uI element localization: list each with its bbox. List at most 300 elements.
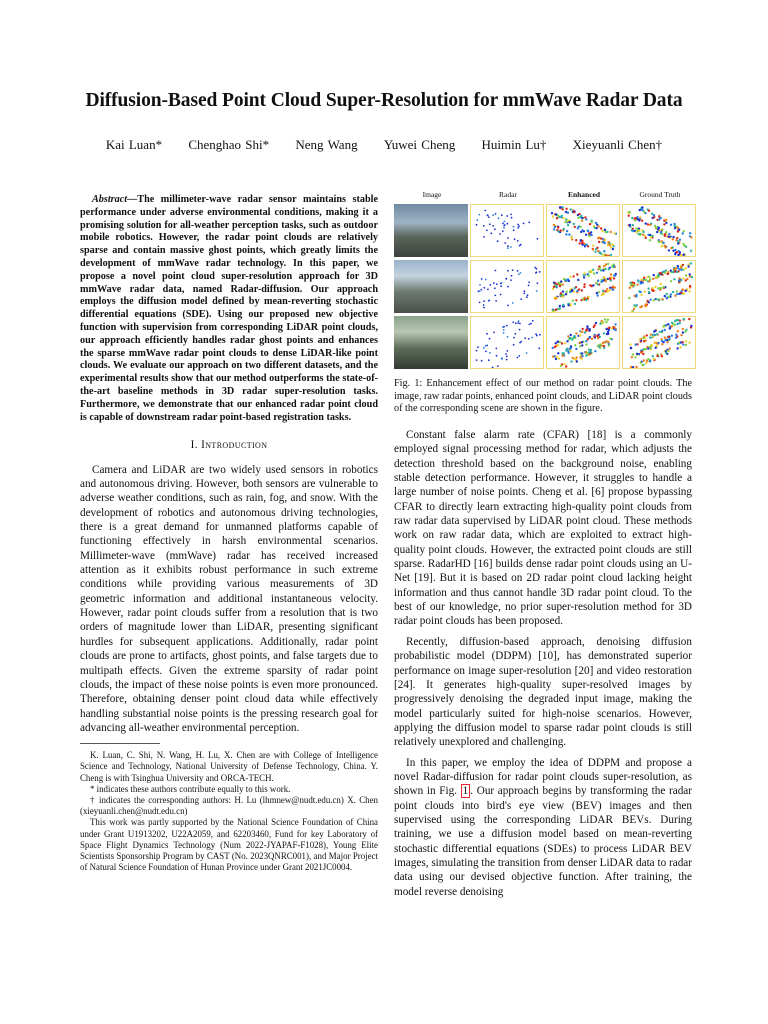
point-mark	[610, 231, 612, 233]
point-mark	[553, 286, 555, 288]
point-mark	[578, 288, 580, 290]
point-mark	[581, 331, 583, 333]
point-mark	[489, 223, 491, 225]
point-mark	[642, 353, 644, 355]
point-mark	[585, 329, 587, 331]
point-mark	[574, 303, 576, 305]
point-mark	[632, 353, 634, 355]
point-mark	[490, 232, 492, 234]
point-mark	[609, 289, 611, 291]
point-mark	[646, 300, 648, 302]
point-mark	[604, 318, 606, 320]
point-mark	[676, 290, 678, 292]
enhanced-bev	[546, 204, 620, 257]
point-mark	[496, 355, 498, 357]
point-mark	[575, 239, 577, 241]
point-mark	[663, 325, 665, 327]
point-mark	[632, 230, 634, 232]
point-mark	[506, 215, 508, 217]
point-mark	[536, 268, 538, 270]
point-mark	[559, 341, 561, 343]
author: Neng Wang	[295, 137, 358, 152]
point-mark	[571, 289, 573, 291]
point-mark	[633, 308, 635, 310]
point-cloud-drawing	[623, 261, 696, 313]
point-mark	[653, 299, 655, 301]
point-mark	[483, 304, 485, 306]
enhanced-bev	[546, 316, 620, 369]
point-mark	[689, 273, 691, 275]
point-mark	[479, 290, 481, 292]
point-mark	[605, 263, 607, 265]
point-mark	[668, 236, 670, 238]
point-mark	[665, 352, 667, 354]
point-mark	[661, 340, 663, 342]
point-mark	[649, 224, 651, 226]
figure-caption: Fig. 1: Enhancement effect of our method on radar point clouds. The image, raw radar points, enhanced point clouds, and LiDAR point clouds of the corresponding scene are shown in the figure.	[394, 378, 692, 415]
point-mark	[560, 365, 562, 367]
point-mark	[677, 254, 679, 256]
point-mark	[567, 304, 569, 306]
point-mark	[668, 249, 670, 251]
point-mark	[687, 265, 689, 267]
point-mark	[683, 230, 685, 232]
point-mark	[483, 287, 485, 289]
point-mark	[560, 206, 562, 208]
point-mark	[677, 240, 679, 242]
point-mark	[607, 263, 609, 265]
point-mark	[503, 326, 505, 328]
point-mark	[600, 237, 602, 239]
point-mark	[588, 330, 590, 332]
point-mark	[629, 287, 631, 289]
point-mark	[652, 287, 654, 289]
point-mark	[644, 348, 646, 350]
point-mark	[660, 287, 662, 289]
point-mark	[553, 282, 555, 284]
point-mark	[574, 226, 576, 228]
point-mark	[611, 327, 613, 329]
point-mark	[536, 271, 538, 273]
point-mark	[557, 352, 559, 354]
point-mark	[590, 349, 592, 351]
point-mark	[495, 300, 497, 302]
point-mark	[573, 223, 575, 225]
point-mark	[567, 350, 569, 352]
point-mark	[583, 297, 585, 299]
point-mark	[518, 320, 520, 322]
point-mark	[582, 328, 584, 330]
point-mark	[658, 227, 660, 229]
point-mark	[602, 254, 604, 256]
point-mark	[614, 232, 616, 234]
point-mark	[611, 265, 613, 267]
point-mark	[609, 287, 611, 289]
point-mark	[517, 224, 519, 226]
point-mark	[665, 231, 667, 233]
point-mark	[502, 223, 504, 225]
point-mark	[538, 347, 540, 349]
point-mark	[600, 253, 602, 255]
point-mark	[575, 299, 577, 301]
point-mark	[570, 345, 572, 347]
point-mark	[642, 364, 644, 366]
point-mark	[610, 276, 612, 278]
point-mark	[665, 222, 667, 224]
point-mark	[647, 287, 649, 289]
point-mark	[688, 318, 690, 320]
point-mark	[585, 234, 587, 236]
point-mark	[588, 275, 590, 277]
point-mark	[680, 254, 682, 256]
point-mark	[628, 297, 630, 299]
point-mark	[505, 353, 507, 355]
point-mark	[629, 224, 631, 226]
point-mark	[566, 348, 568, 350]
point-mark	[682, 331, 684, 333]
point-mark	[532, 320, 534, 322]
radar-bev	[470, 204, 544, 257]
point-mark	[593, 272, 595, 274]
point-mark	[597, 226, 599, 228]
point-mark	[501, 214, 503, 216]
point-mark	[678, 342, 680, 344]
column-header-ground-truth: Ground Truth	[639, 190, 681, 199]
point-mark	[672, 238, 674, 240]
point-mark	[664, 339, 666, 341]
point-mark	[604, 229, 606, 231]
point-mark	[652, 290, 654, 292]
point-mark	[608, 268, 610, 270]
point-mark	[601, 280, 603, 282]
point-mark	[679, 346, 681, 348]
point-mark	[502, 230, 504, 232]
footnote: This work was partly supported by the National Science Foundation of China under Grant U1913202, U22A2059, and 62203460, Fund for key Laboratory of Space Flight Dynamics Technology (Num 2022-JYAPAF-F1028), Young Elite Scientists Sponsorship Program by CAST (No. 2023QNRC001), and Major Project of Natural Science Foundation of Hunan Province under Grant 2021JC0004.	[80, 817, 378, 873]
point-mark	[517, 270, 519, 272]
point-mark	[660, 353, 662, 355]
point-mark	[631, 310, 633, 312]
point-mark	[553, 228, 555, 230]
point-mark	[492, 214, 494, 216]
point-mark	[504, 242, 506, 244]
point-mark	[503, 332, 505, 334]
point-mark	[646, 360, 648, 362]
point-mark	[571, 238, 573, 240]
point-mark	[671, 325, 673, 327]
point-mark	[561, 354, 563, 356]
point-mark	[683, 292, 685, 294]
intro-paragraph: Camera and LiDAR are two widely used sensors in robotics and autonomous driving. However, both sensors are vulnerable to adverse weather conditions, such as rain, fog, and snow. With the development of robotics and autonomous driving technologies, there is a great demand for unmanned platforms capable of functioning effectively in harsh environmental scenarios. Millimeter-wave (mmWave) radar has received increased attention as it exhibits robust performance in such extreme conditions while providing various measurements of 3D geometric information and additional instantaneous velocity. However, radar point clouds suffer from a resolution that is two orders of magnitude lower than LiDAR, presenting significant hurdles for subsequent applications. Additionally, radar point clouds are prone to artifacts, ghost points, and false targets due to multipath effects. Given the extreme sparsity of radar point clouds, the impact of these noise points is even more pronounced. Therefore, obtaining denser point cloud data while effectively handling substantial noise points is the pressing research goal for advancing all-weather environmental perception.	[80, 463, 378, 734]
body-paragraph	[394, 756, 692, 899]
point-mark	[679, 293, 681, 295]
abstract	[80, 194, 378, 424]
point-cloud-drawing	[623, 317, 696, 369]
point-mark	[559, 229, 561, 231]
point-mark	[676, 251, 678, 253]
point-mark	[585, 354, 587, 356]
point-mark	[669, 347, 671, 349]
point-mark	[679, 322, 681, 324]
point-mark	[539, 271, 541, 273]
point-mark	[614, 323, 616, 325]
point-mark	[506, 356, 508, 358]
point-mark	[500, 294, 502, 296]
point-mark	[600, 269, 602, 271]
point-mark	[510, 246, 512, 248]
point-mark	[653, 214, 655, 216]
point-mark	[640, 362, 642, 364]
point-mark	[638, 230, 640, 232]
point-mark	[629, 211, 631, 213]
point-mark	[552, 310, 554, 312]
point-mark	[569, 276, 571, 278]
point-mark	[570, 208, 572, 210]
point-mark	[601, 322, 603, 324]
point-mark	[652, 355, 654, 357]
point-mark	[558, 357, 560, 359]
point-mark	[677, 230, 679, 232]
point-cloud-drawing	[547, 205, 620, 257]
point-mark	[574, 335, 576, 337]
point-mark	[690, 236, 692, 238]
point-mark	[595, 322, 597, 324]
figure-reference-link[interactable]: 1	[462, 785, 469, 798]
point-mark	[639, 306, 641, 308]
point-mark	[672, 236, 674, 238]
point-mark	[514, 333, 516, 335]
point-mark	[664, 245, 666, 247]
point-cloud-drawing	[471, 261, 544, 313]
enhanced-bev	[546, 260, 620, 313]
text-run: In this paper, we employ the idea of DDPM and propose a novel Radar-diffusion for radar point clouds super-resolution, as shown in Fig.	[394, 756, 692, 798]
point-mark	[596, 294, 598, 296]
author: Kai Luan*	[105, 137, 163, 152]
point-mark	[575, 348, 577, 350]
point-mark	[520, 244, 522, 246]
point-mark	[656, 231, 658, 233]
point-mark	[512, 321, 514, 323]
point-mark	[587, 338, 589, 340]
point-mark	[635, 366, 637, 368]
point-mark	[658, 240, 660, 242]
point-mark	[642, 337, 644, 339]
point-mark	[664, 336, 666, 338]
author: Xieyuanli Chen†	[572, 137, 663, 152]
footnotes	[80, 750, 378, 873]
point-mark	[682, 277, 684, 279]
point-mark	[557, 230, 559, 232]
point-mark	[495, 213, 497, 215]
point-mark	[649, 234, 651, 236]
point-mark	[638, 219, 640, 221]
point-mark	[597, 237, 599, 239]
point-mark	[607, 331, 609, 333]
point-mark	[686, 278, 688, 280]
point-mark	[682, 264, 684, 266]
right-column	[394, 428, 692, 905]
point-mark	[566, 340, 568, 342]
point-cloud-drawing	[547, 261, 620, 313]
point-mark	[503, 329, 505, 331]
point-mark	[612, 289, 614, 291]
point-mark	[496, 283, 498, 285]
point-mark	[536, 335, 538, 337]
point-mark	[609, 244, 611, 246]
point-mark	[673, 223, 675, 225]
point-mark	[610, 246, 612, 248]
point-cloud-drawing	[547, 317, 620, 369]
point-mark	[682, 288, 684, 290]
point-mark	[685, 329, 687, 331]
point-mark	[581, 229, 583, 231]
point-mark	[483, 236, 485, 238]
point-mark	[594, 324, 596, 326]
text-run: . Our approach begins by transforming the radar point clouds into bird's eye view (BEV) images and then supervised using the corresponding LiDAR BEVs. During training, we use a diffusion model based on mean-reverting stochastic differential equations (SDEs) to process LiDAR BEV images, simulating the transition from denser LiDAR data to radar data using our devised objective function. After training, the model reverse denoising	[394, 785, 693, 898]
point-mark	[554, 298, 556, 300]
point-mark	[562, 304, 564, 306]
point-mark	[555, 356, 557, 358]
point-mark	[527, 294, 529, 296]
point-mark	[676, 237, 678, 239]
point-mark	[562, 290, 564, 292]
point-mark	[663, 220, 665, 222]
point-mark	[581, 341, 583, 343]
point-mark	[677, 319, 679, 321]
point-mark	[634, 305, 636, 307]
point-mark	[560, 280, 562, 282]
point-mark	[559, 307, 561, 309]
point-mark	[659, 331, 661, 333]
point-mark	[666, 297, 668, 299]
point-mark	[586, 244, 588, 246]
point-mark	[505, 278, 507, 280]
point-mark	[597, 283, 599, 285]
point-mark	[554, 346, 556, 348]
point-mark	[661, 330, 663, 332]
point-mark	[597, 280, 599, 282]
point-mark	[512, 302, 514, 304]
point-mark	[689, 285, 691, 287]
point-mark	[501, 282, 503, 284]
point-mark	[656, 227, 658, 229]
point-mark	[641, 220, 643, 222]
point-mark	[664, 329, 666, 331]
point-mark	[511, 275, 513, 277]
point-mark	[632, 285, 634, 287]
point-mark	[655, 298, 657, 300]
point-mark	[637, 233, 639, 235]
point-mark	[526, 296, 528, 298]
point-mark	[661, 228, 663, 230]
point-mark	[685, 267, 687, 269]
column-header-image: Image	[422, 190, 442, 199]
point-mark	[667, 273, 669, 275]
point-mark	[562, 294, 564, 296]
point-mark	[674, 320, 676, 322]
point-mark	[668, 336, 670, 338]
point-mark	[581, 220, 583, 222]
point-mark	[476, 224, 478, 226]
point-mark	[677, 265, 679, 267]
point-mark	[649, 299, 651, 301]
point-mark	[647, 223, 649, 225]
radar-bev	[470, 316, 544, 369]
point-mark	[511, 217, 513, 219]
point-mark	[592, 244, 594, 246]
point-mark	[611, 286, 613, 288]
point-mark	[493, 332, 495, 334]
point-mark	[557, 215, 559, 217]
point-mark	[671, 322, 673, 324]
point-mark	[602, 269, 604, 271]
point-mark	[678, 277, 680, 279]
figure-column-headers	[394, 190, 700, 202]
point-mark	[528, 338, 530, 340]
point-mark	[572, 275, 574, 277]
point-mark	[597, 250, 599, 252]
point-mark	[634, 356, 636, 358]
point-mark	[486, 333, 488, 335]
point-mark	[518, 273, 520, 275]
point-mark	[579, 334, 581, 336]
point-mark	[596, 247, 598, 249]
point-mark	[683, 318, 685, 320]
point-mark	[483, 307, 485, 309]
point-mark	[539, 334, 541, 336]
point-mark	[564, 221, 566, 223]
point-mark	[639, 291, 641, 293]
point-mark	[586, 352, 588, 354]
point-mark	[649, 360, 651, 362]
point-mark	[679, 251, 681, 253]
point-mark	[503, 225, 505, 227]
point-mark	[579, 356, 581, 358]
point-mark	[561, 215, 563, 217]
point-mark	[648, 276, 650, 278]
point-mark	[587, 296, 589, 298]
author-list	[0, 137, 768, 153]
point-mark	[680, 334, 682, 336]
radar-bev	[470, 260, 544, 313]
point-mark	[507, 245, 509, 247]
point-mark	[651, 235, 653, 237]
point-mark	[614, 329, 616, 331]
point-mark	[648, 291, 650, 293]
point-mark	[602, 290, 604, 292]
point-mark	[679, 239, 681, 241]
point-mark	[668, 233, 670, 235]
point-mark	[594, 251, 596, 253]
point-mark	[604, 239, 606, 241]
point-mark	[632, 228, 634, 230]
point-mark	[603, 250, 605, 252]
point-mark	[556, 286, 558, 288]
point-mark	[589, 223, 591, 225]
point-mark	[487, 289, 489, 291]
point-mark	[488, 359, 490, 361]
point-mark	[568, 233, 570, 235]
point-mark	[593, 335, 595, 337]
point-mark	[579, 345, 581, 347]
point-mark	[596, 335, 598, 337]
point-mark	[492, 367, 494, 369]
point-mark	[594, 227, 596, 229]
point-mark	[643, 359, 645, 361]
point-mark	[570, 334, 572, 336]
point-mark	[584, 245, 586, 247]
point-mark	[661, 298, 663, 300]
point-mark	[675, 267, 677, 269]
